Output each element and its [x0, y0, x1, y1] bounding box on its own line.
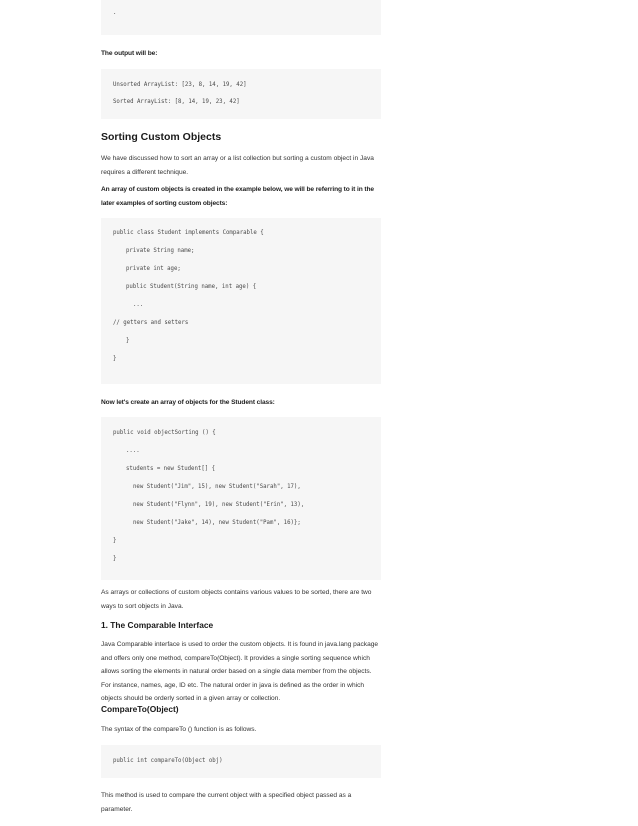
code-line: public Student(String name, int age) { — [126, 284, 257, 290]
code-line: new Student("Jake", 14), new Student("Pam", 16)}; — [133, 520, 301, 526]
paragraph: This method is used to compare the current object with a specified object passed as a parameter. — [101, 792, 352, 813]
paragraph: The syntax of the compareTo () function is as follows. — [101, 726, 257, 733]
code-line: } — [113, 356, 117, 362]
code-block-student-class — [101, 218, 381, 384]
code-line: students = new Student[] { — [126, 466, 216, 472]
code-line: } — [113, 556, 117, 562]
code-line: new Student("Flynn", 19), new Student("Erin", 13), — [133, 502, 305, 508]
code-line: } — [113, 538, 117, 544]
code-line: .... — [126, 448, 140, 454]
array-intro: Now let's create an array of objects for the Student class: — [101, 399, 275, 406]
code-line: private int age; — [126, 266, 181, 272]
output-intro: The output will be: — [101, 50, 158, 57]
heading-comparable-interface: 1. The Comparable Interface — [101, 620, 214, 630]
code-line: private String name; — [126, 248, 195, 254]
code-line: public int compareTo(Object obj) — [113, 758, 223, 764]
code-line: } — [126, 338, 130, 344]
code-line: Sorted ArrayList: [8, 14, 19, 23, 42] — [113, 99, 240, 105]
code-line: public void objectSorting () { — [113, 430, 216, 436]
code-line: Unsorted ArrayList: [23, 8, 14, 19, 42] — [113, 82, 247, 88]
heading-compareto: CompareTo(Object) — [101, 704, 179, 714]
code-line: new Student("Jim", 15), new Student("Sarah", 17), — [133, 484, 301, 490]
code-line: ... — [133, 302, 144, 308]
code-line: . — [113, 10, 117, 16]
code-line: public class Student implements Comparable { — [113, 230, 264, 236]
heading-sorting-custom-objects: Sorting Custom Objects — [101, 131, 222, 143]
paragraph: An array of custom objects is created in the example below, we will be referring to it in the later examples of sorting custom objects: — [101, 186, 374, 207]
code-block-fragment — [101, 0, 381, 35]
code-block-output — [101, 69, 381, 119]
paragraph: Java Comparable interface is used to order the custom objects. It is found in java.lang package and offers only one method, compareTo(Object). It provides a single sorting sequence which allows sorting the elements in natural order based on a single data member from the objects. For instance, names, age, ID etc. The natural order in java is defined as the order in which objects should be orderly sorted in a given array or collection. — [101, 641, 379, 702]
paragraph: As arrays or collections of custom objects contains various values to be sorted, there are two ways to sort objects in Java. — [101, 589, 372, 610]
code-block-compareto — [101, 745, 381, 778]
code-block-object-sorting — [101, 417, 381, 580]
code-line: // getters and setters — [113, 320, 189, 326]
paragraph: We have discussed how to sort an array or a list collection but sorting a custom object in Java requires a different technique. — [101, 155, 374, 176]
